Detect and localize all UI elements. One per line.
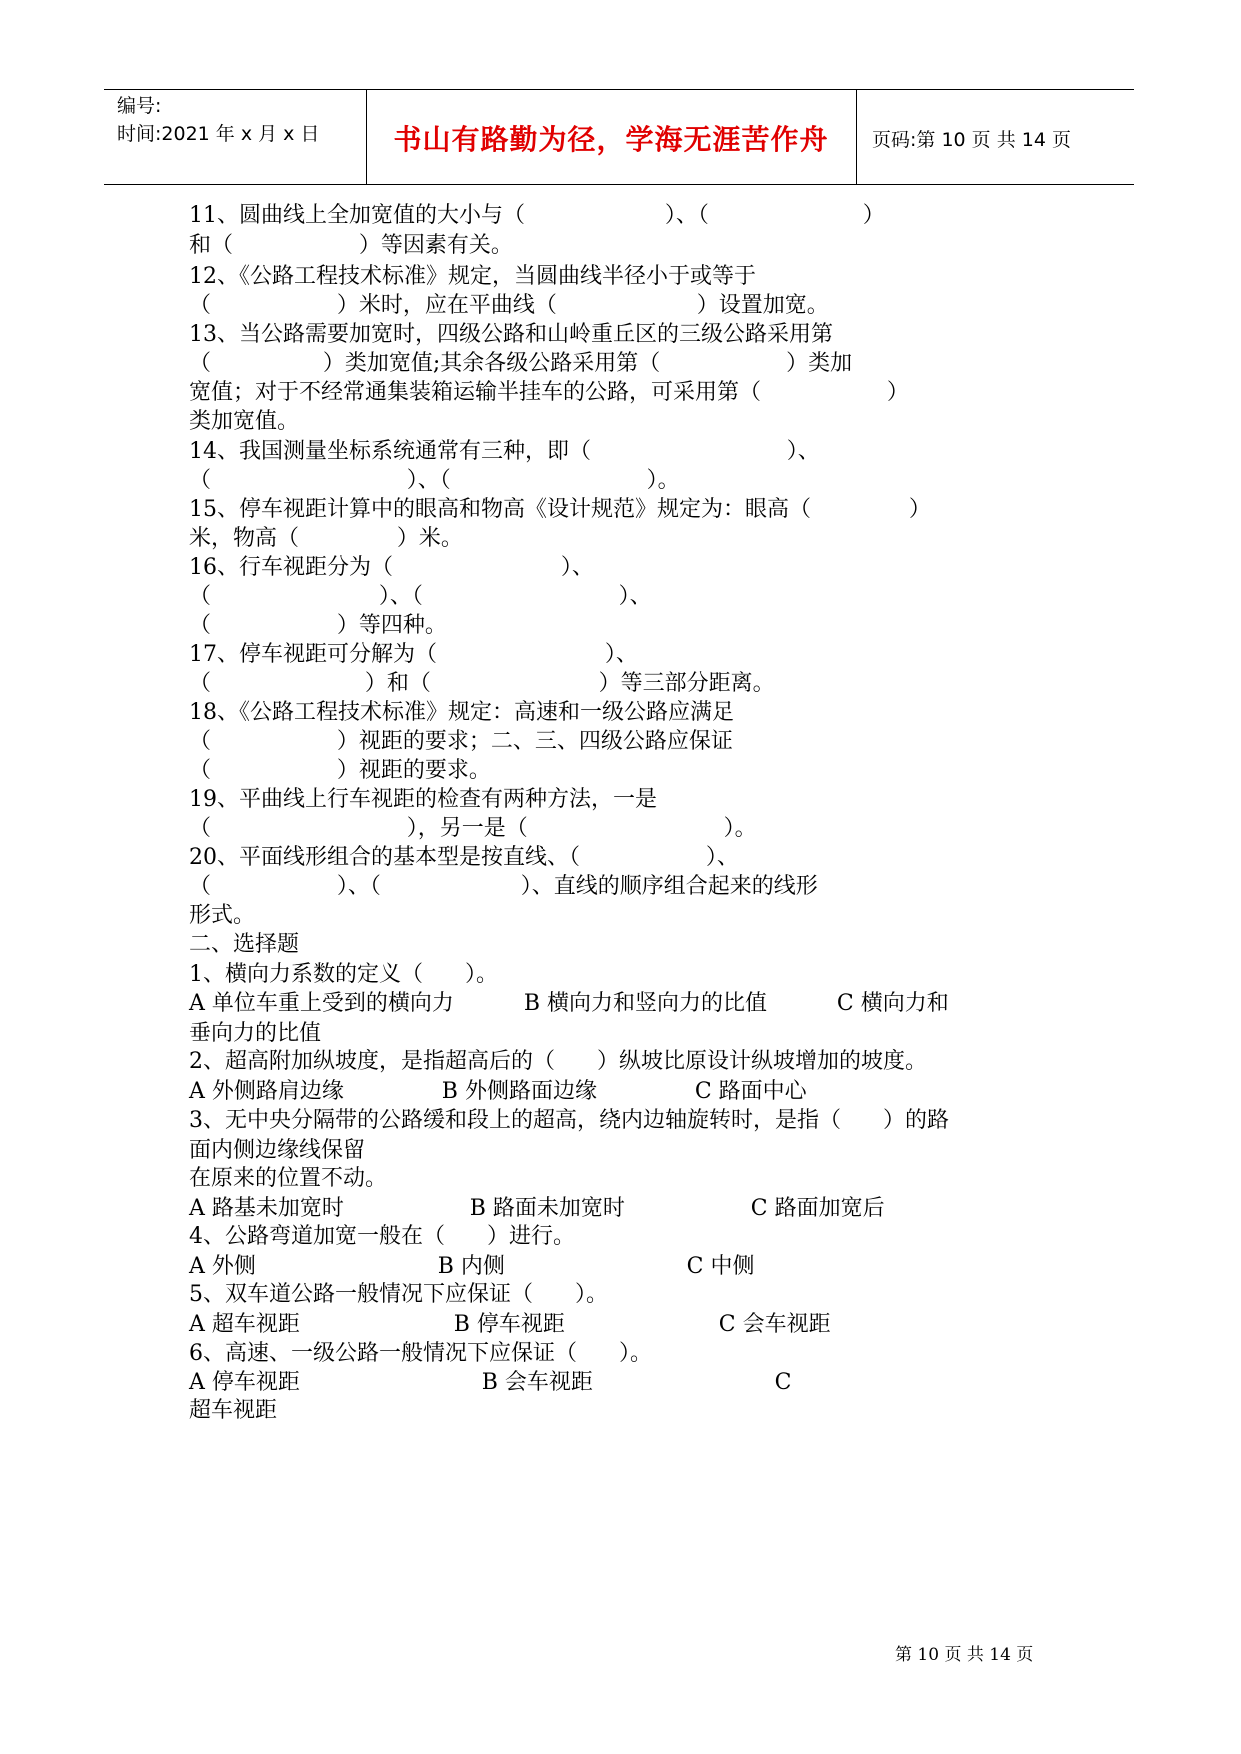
text-line: 垂向力的比值 [189, 1021, 322, 1046]
text-line: 类加宽值。 [189, 409, 300, 434]
header-page-label: 页码:第 10 页 共 14 页 [872, 129, 1071, 151]
text-line: 14、我国测量坐标系统通常有三种，即（ ）、 [189, 439, 820, 464]
text-line: 13、当公路需要加宽时，四级公路和山岭重丘区的三级公路采用第 [189, 322, 833, 347]
text-line: 20、平面线形组合的基本型是按直线、（ ）、 [189, 845, 739, 870]
text-line: 2、超高附加纵坡度，是指超高后的（ ）纵坡比原设计纵坡增加的坡度。 [189, 1049, 927, 1074]
text-line: 16、行车视距分为（ ）、 [189, 555, 594, 580]
header-motto: 书山有路勤为径，学海无涯苦作舟 [393, 123, 829, 156]
text-line: （ ）、（ ）、 [189, 584, 652, 609]
text-line: （ ）、（ ）。 [189, 468, 680, 493]
text-line: 超车视距 [189, 1398, 278, 1423]
text-line: A 单位车重上受到的横向力 B 横向力和竖向力的比值 C 横向力和 [189, 991, 949, 1016]
text-line: 5、双车道公路一般情况下应保证（ ）。 [189, 1282, 608, 1307]
text-line: 形式。 [189, 903, 256, 928]
text-line: 宽值；对于不经常通集装箱运输半挂车的公路，可采用第（ ） [189, 380, 909, 405]
text-line: （ ）米时，应在平曲线（ ）设置加宽。 [189, 293, 829, 318]
text-line: A 外侧路肩边缘 B 外侧路面边缘 C 路面中心 [189, 1079, 807, 1104]
text-line: A 路基未加宽时 B 路面未加宽时 C 路面加宽后 [189, 1196, 885, 1221]
text-line: 3、无中央分隔带的公路缓和段上的超高，绕内边轴旋转时，是指（ ）的路 [189, 1108, 949, 1133]
text-line: （ ）视距的要求；二、三、四级公路应保证 [189, 729, 733, 754]
text-line: （ ）类加宽值;其余各级公路采用第（ ）类加 [189, 351, 853, 376]
text-line: 11、圆曲线上全加宽值的大小与（ ）、（ ） [189, 203, 885, 228]
text-line: 在原来的位置不动。 [189, 1166, 388, 1191]
text-line: （ ）、（ ）、直线的顺序组合起来的线形 [189, 874, 818, 899]
text-line: （ ）视距的要求。 [189, 758, 491, 783]
text-line: （ ）和（ ）等三部分距离。 [189, 671, 775, 696]
text-line: 二、选择题 [189, 932, 300, 957]
text-line: 19、平曲线上行车视距的检查有两种方法，一是 [189, 787, 657, 812]
text-line: 6、高速、一级公路一般情况下应保证（ ）。 [189, 1341, 652, 1366]
text-line: 和（ ）等因素有关。 [189, 233, 513, 258]
text-line: A 停车视距 B 会车视距 C [189, 1370, 792, 1395]
text-line: 12、《公路工程技术标准》规定，当圆曲线半径小于或等于 [189, 264, 756, 289]
text-line: 1、横向力系数的定义（ ）。 [189, 962, 498, 987]
text-line: （ ），另一是（ ）。 [189, 816, 757, 841]
text-line: 面内侧边缘线保留 [189, 1138, 366, 1163]
time-label: 时间:2021 年 x 月 x 日 [117, 123, 320, 145]
text-line: 4、公路弯道加宽一般在（ ）进行。 [189, 1224, 575, 1249]
text-line: 米，物高（ ）米。 [189, 526, 463, 551]
text-line: A 外侧 B 内侧 C 中侧 [189, 1254, 755, 1279]
text-line: 17、停车视距可分解为（ ）、 [189, 642, 638, 667]
text-line: A 超车视距 B 停车视距 C 会车视距 [189, 1312, 831, 1337]
page-footer: 第 10 页 共 14 页 [895, 1645, 1034, 1665]
text-line: 18、《公路工程技术标准》规定：高速和一级公路应满足 [189, 700, 734, 725]
number-label: 编号: [117, 95, 162, 117]
text-line: 15、停车视距计算中的眼高和物高《设计规范》规定为：眼高（ ） [189, 497, 931, 522]
text-line: （ ）等四种。 [189, 613, 447, 638]
